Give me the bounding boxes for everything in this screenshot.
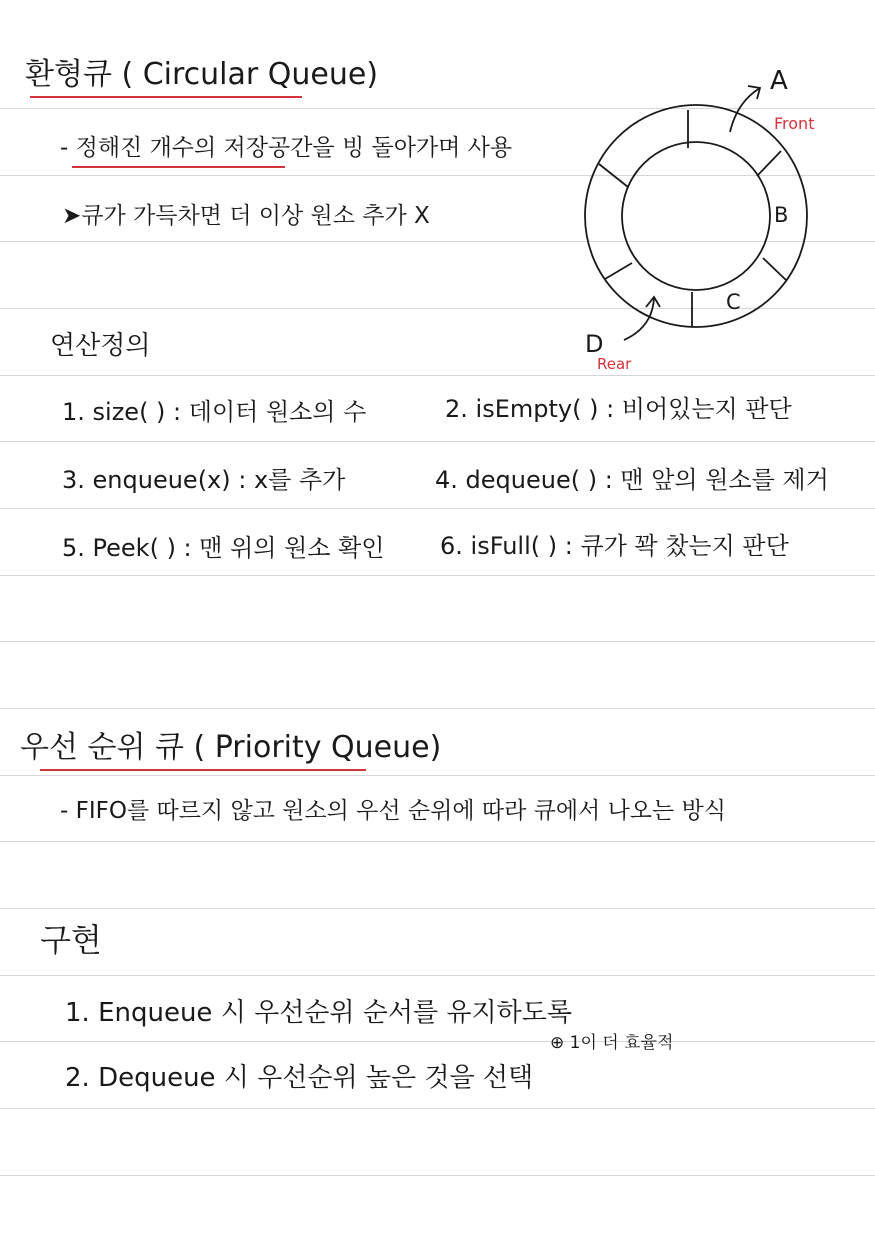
ruled-line — [0, 775, 875, 776]
ruled-line — [0, 508, 875, 509]
op-is-empty: 2. isEmpty( ) : 비어있는지 판단 — [445, 395, 792, 423]
ruled-line — [0, 908, 875, 909]
ruled-line — [0, 841, 875, 842]
impl-step-enqueue: 1. Enqueue 시 우선순위 순서를 유지하도록 — [65, 998, 572, 1028]
op-enqueue: 3. enqueue(x) : x를 추가 — [62, 466, 346, 494]
queue-full-note: ➤큐가 가득차면 더 이상 원소 추가 X — [62, 203, 430, 229]
ruled-line — [0, 1041, 875, 1042]
circular-queue-bullet: - 정해진 개수의 저장공간을 빙 돌아가며 사용 — [60, 135, 513, 161]
ruled-line — [0, 641, 875, 642]
front-label: Front — [774, 114, 815, 133]
ruled-line — [0, 708, 875, 709]
slot-divider — [605, 263, 632, 279]
op-peek: 5. Peek( ) : 맨 위의 원소 확인 — [62, 534, 385, 562]
slot-label-c: C — [726, 290, 741, 314]
slot-label-d: D — [585, 330, 604, 358]
ruled-line — [0, 1108, 875, 1109]
priority-queue-bullet: - FIFO를 따르지 않고 원소의 우선 순위에 따라 큐에서 나오는 방식 — [60, 798, 726, 824]
op-size: 1. size( ) : 데이터 원소의 수 — [62, 398, 367, 426]
op-is-full: 6. isFull( ) : 큐가 꽉 찼는지 판단 — [440, 532, 789, 560]
implementation-heading: 구현 — [40, 921, 102, 959]
title-underline — [40, 769, 366, 771]
slot-divider — [599, 164, 628, 187]
priority-queue-title: 우선 순위 큐 ( Priority Queue) — [20, 730, 442, 765]
ruled-line — [0, 575, 875, 576]
operations-heading: 연산정의 — [50, 331, 151, 361]
slot-label-a: A — [770, 66, 788, 96]
ruled-line — [0, 1175, 875, 1176]
front-arrow-icon — [730, 86, 760, 132]
ruled-line — [0, 975, 875, 976]
rear-label: Rear — [597, 355, 632, 373]
op-dequeue: 4. dequeue( ) : 맨 앞의 원소를 제거 — [435, 466, 829, 494]
slot-divider — [763, 258, 787, 281]
slot-label-b: B — [774, 203, 789, 227]
efficiency-note: ⊕ 1이 더 효율적 — [550, 1033, 674, 1053]
circular-queue-title: 환형큐 ( Circular Queue) — [25, 57, 379, 92]
ruled-line — [0, 441, 875, 442]
inner-ring — [622, 142, 770, 290]
slot-divider — [757, 151, 781, 176]
impl-step-dequeue: 2. Dequeue 시 우선순위 높은 것을 선택 — [65, 1063, 534, 1093]
